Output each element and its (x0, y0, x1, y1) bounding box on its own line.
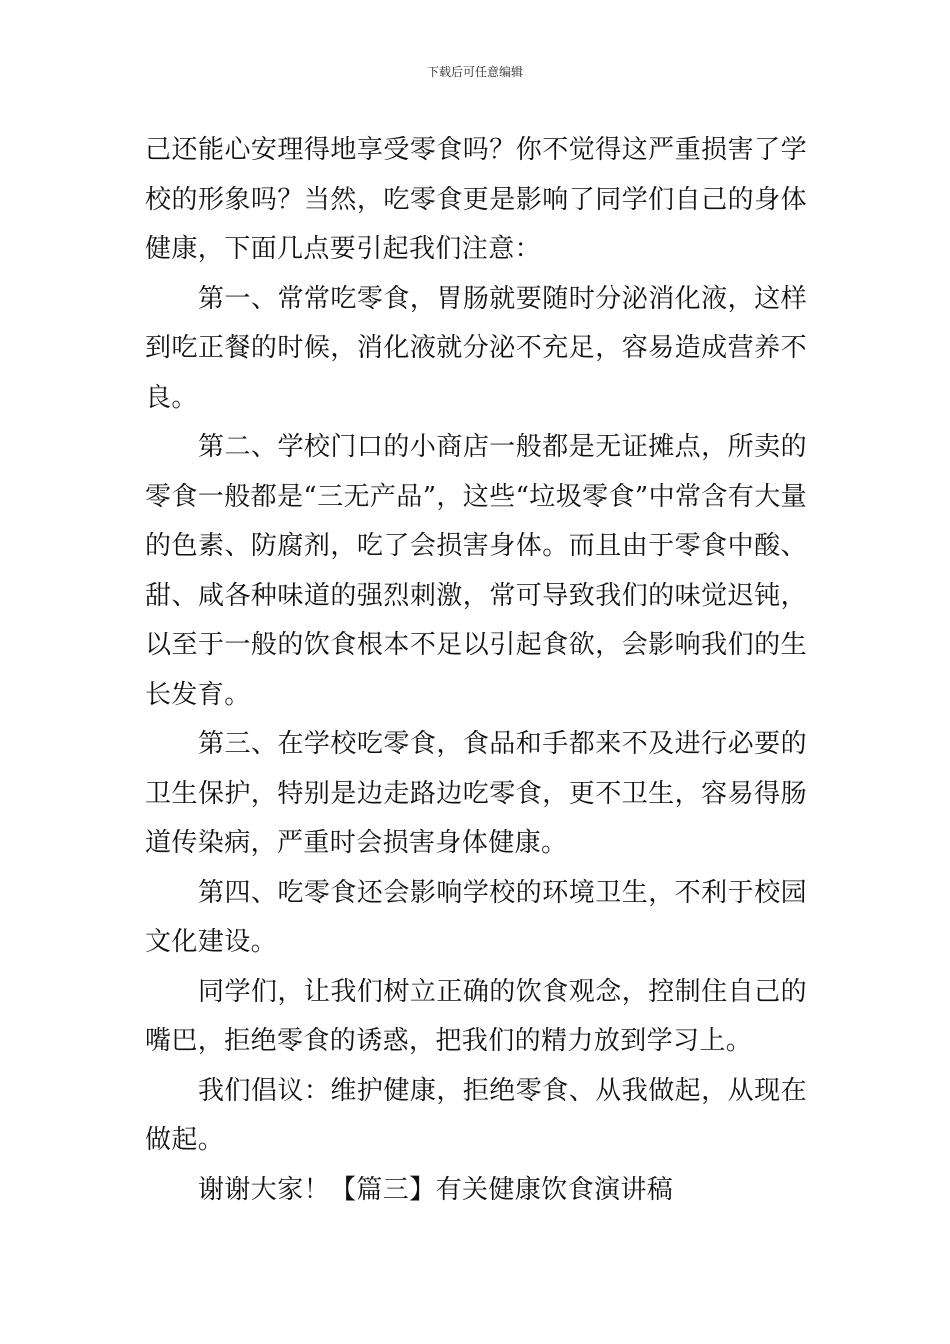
paragraph-point-two: 第二、学校门口的小商店一般都是无证摊点，所卖的零食一般都是“三无产品”，这些“垃圾零食”中常含有大量的色素、防腐剂，吃了会损害身体。而且由于零食中酸、甜、咸各种味道的强烈刺激，常可导致我们的味觉迟钝，以至于一般的饮食根本不足以引起食欲，会影响我们的生长发育。 (145, 432, 807, 710)
paragraph-point-four: 第四、吃零食还会影响学校的环境卫生，不利于校园文化建设。 (145, 877, 807, 957)
paragraph-initiative: 我们倡议：维护健康，拒绝零食、从我做起，从现在做起。 (145, 1075, 807, 1155)
paragraph-point-one: 第一、常常吃零食，胃肠就要随时分泌消化液，这样到吃正餐的时候，消化液就分泌不充足，容易造成营养不良。 (145, 283, 807, 413)
paragraph-closing: 谢谢大家！【篇三】有关健康饮食演讲稿 (198, 1174, 674, 1205)
page-header: 下载后可任意编辑 (426, 65, 523, 79)
document-body (145, 126, 807, 1215)
paragraph-point-three: 第三、在学校吃零食，食品和手都来不及进行必要的卫生保护，特别是边走路边吃零食，更不卫生，容易得肠道传染病，严重时会损害身体健康。 (145, 729, 807, 858)
paragraph-appeal: 同学们，让我们树立正确的饮食观念，控制住自己的嘴巴，拒绝零食的诱惑，把我们的精力放到学习上。 (145, 976, 807, 1056)
paragraph-continuation: 己还能心安理得地享受零食吗？你不觉得这严重损害了学校的形象吗？当然，吃零食更是影响了同学们自己的身体健康，下面几点要引起我们注意： (145, 135, 807, 264)
